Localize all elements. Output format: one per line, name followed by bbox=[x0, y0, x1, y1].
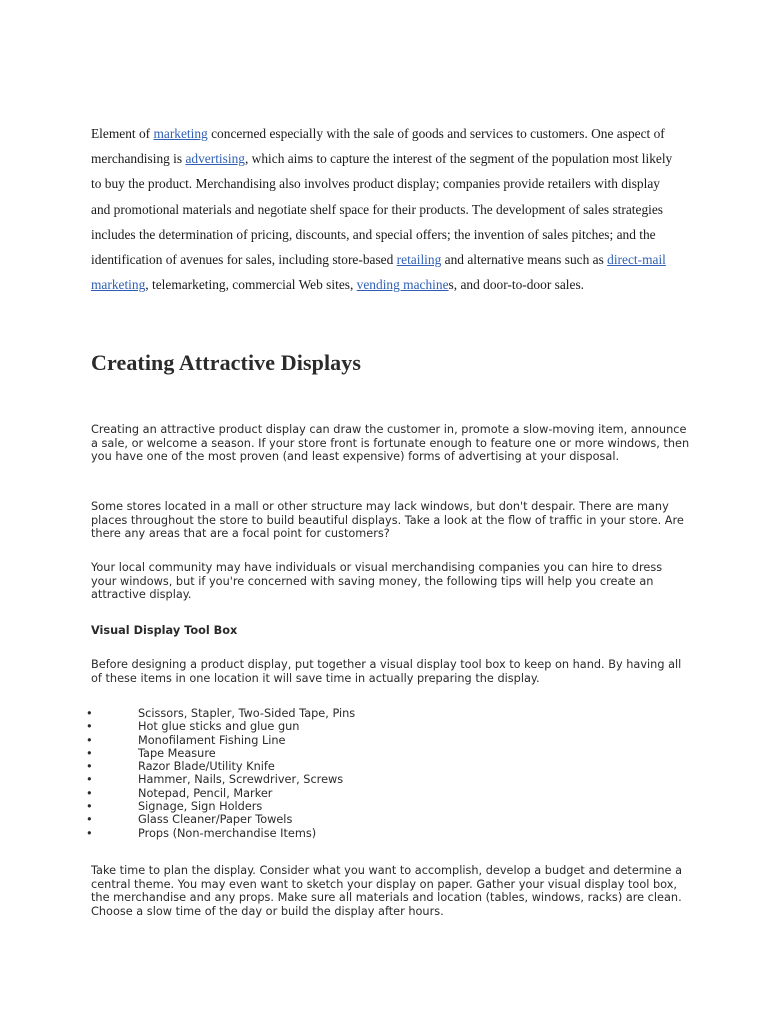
marketing-link[interactable]: marketing bbox=[153, 126, 208, 141]
paragraph-community: Your local community may have individuals or visual merchandising companies you can hire to dress your windows, but if you're concerned with saving money, the following tips will help you create an attractive display. bbox=[91, 561, 663, 601]
list-item-text: Tape Measure bbox=[138, 746, 216, 760]
bullet-icon: • bbox=[86, 813, 93, 827]
intro-text-2: concerned especially with the sale of goods and services to customers. One aspect of merchandising is bbox=[91, 126, 665, 167]
intro-text-4: and alternative means such as bbox=[441, 252, 608, 268]
list-item-text: Glass Cleaner/Paper Towels bbox=[138, 813, 293, 827]
list-item-text: Monofilament Fishing Line bbox=[138, 733, 286, 747]
list-item-text: Hammer, Nails, Screwdriver, Screws bbox=[138, 773, 344, 787]
bullet-icon: • bbox=[86, 826, 93, 840]
toolbox-heading: Visual Display Tool Box bbox=[91, 624, 238, 637]
bullet-icon: • bbox=[86, 707, 93, 720]
bullet-icon: • bbox=[86, 733, 93, 747]
list-item-text: Notepad, Pencil, Marker bbox=[138, 786, 273, 800]
intro-text-1: Element of bbox=[91, 126, 154, 141]
bullet-icon: • bbox=[86, 786, 93, 800]
paragraph-displays: Creating an attractive product display can draw the customer in, promote a slow-moving item, announce a sale, or welcome a season. If your store front is fortunate enough to feature one or more windows, then you have one of the most proven (and least expensive) forms of advertising at your disposal. bbox=[91, 423, 690, 463]
advertising-link[interactable]: advertising bbox=[185, 151, 245, 167]
intro-text-5: , telemarketing, commercial Web sites, bbox=[145, 277, 357, 293]
list-item-text: Hot glue sticks and glue gun bbox=[138, 720, 300, 734]
direct-mail-marketing-link[interactable]: direct-mail marketing bbox=[91, 252, 666, 293]
closing-paragraph: Take time to plan the display. Consider what you want to accomplish, develop a budget and determine a central theme. You may even want to sketch your display on paper. Gather your visual display tool box, the merchandise and any props. Make sure all materials and location (tables, windows, racks) are clean. Choose a slow time of the day or build the display after hours. bbox=[91, 864, 683, 918]
bullet-icon: • bbox=[86, 760, 93, 774]
bullet-icon: • bbox=[86, 746, 93, 760]
paragraph-windows: Some stores located in a mall or other structure may lack windows, but don't despair. There are many places throughout the store to build beautiful displays. Take a look at the flow of traffic in your store. Are there any areas that are a focal point for customers? bbox=[91, 500, 684, 540]
bullet-icon: • bbox=[86, 720, 93, 734]
toolbox-intro: Before designing a product display, put together a visual display tool box to keep on hand. By having all of these items in one location it will save time in actually preparing the display. bbox=[91, 658, 682, 685]
intro-text-3: , which aims to capture the interest of the segment of the population most likely to buy the product. Merchandising also involves product display; companies provide retailers with display and promotional materials and negotiate shelf space for their products. The development of sales strategies includes the determination of pricing, discounts, and special offers; the invention of sales pitches; and the identification of avenues for sales, including store-based bbox=[91, 151, 673, 268]
vending-machine-link[interactable]: vending machine bbox=[356, 277, 449, 293]
list-item-text: Razor Blade/Utility Knife bbox=[138, 760, 275, 774]
bullet-icon: • bbox=[86, 800, 93, 814]
bullet-icon: • bbox=[86, 773, 93, 787]
section-title: Creating Attractive Displays bbox=[91, 350, 362, 375]
intro-text-6: s, and door-to-door sales. bbox=[448, 277, 585, 293]
list-item-text: Signage, Sign Holders bbox=[138, 800, 263, 814]
intro-paragraph bbox=[91, 121, 681, 297]
retailing-link[interactable]: retailing bbox=[396, 252, 442, 268]
list-item-text: Scissors, Stapler, Two-Sided Tape, Pins bbox=[138, 707, 356, 720]
list-item-text: Props (Non-merchandise Items) bbox=[138, 826, 317, 840]
